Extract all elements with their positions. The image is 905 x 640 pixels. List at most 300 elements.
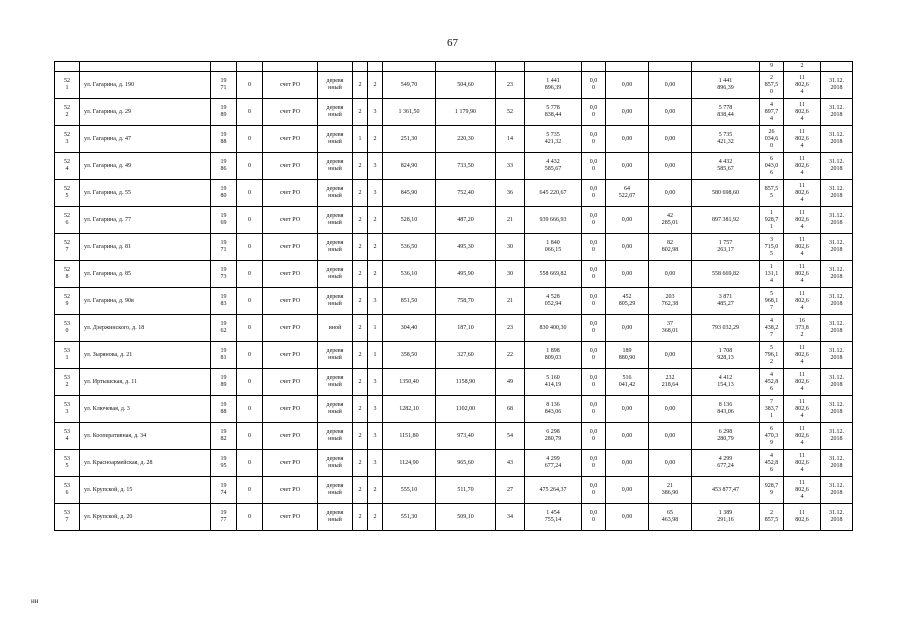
cell-deadline: [821, 288, 853, 315]
address-text: ул. Гагарина, д. 77: [84, 216, 131, 223]
living-area-text: 509,10: [457, 513, 474, 520]
floors-text: 2: [358, 297, 362, 304]
top-cell-cost-per-m2: 9: [760, 62, 784, 72]
cell-budget-share: [606, 423, 649, 450]
cell-fund-share: [582, 504, 606, 531]
cost-per-m2-text: 2 857,5 0: [764, 74, 779, 95]
cost-per-m2-text: 4 438,2 7: [764, 317, 779, 338]
cell-deadline: [821, 396, 853, 423]
table-row: [55, 477, 853, 504]
year-built-text: 19 82: [220, 429, 227, 442]
wall-material-text: деревя нный: [326, 348, 344, 361]
total-area-text: 536,10: [400, 270, 418, 277]
table-row: [55, 369, 853, 396]
row-number-text: 53 3: [64, 402, 70, 415]
cell-living-area: [436, 450, 496, 477]
cell-municipal-share: [649, 261, 692, 288]
cell-municipal-share: [649, 342, 692, 369]
cell-fund-share: [582, 450, 606, 477]
cell-owners-share: [692, 153, 760, 180]
cell-zero-flag: [237, 72, 263, 99]
cell-total-cost: [525, 396, 582, 423]
wall-material-text: деревя нный: [326, 132, 344, 145]
wall-material-text: деревя нный: [326, 375, 344, 388]
cell-account-type: [263, 234, 318, 261]
cost-limit-text: 11 802,6 4: [795, 371, 809, 392]
address-text: ул. Дзержинского, д. 18: [84, 324, 145, 331]
cell-address: [80, 315, 211, 342]
budget-share-text: 189 880,90: [618, 348, 636, 361]
cell-floors: [353, 423, 368, 450]
wall-material-text: деревя нный: [326, 429, 344, 442]
cell-cost-per-m2: [760, 504, 784, 531]
zero-flag-text: 0: [248, 432, 251, 439]
cell-total-area: [383, 423, 436, 450]
cell-wall-material: [318, 423, 353, 450]
cell-owners-share: [692, 369, 760, 396]
cell-municipal-share: [649, 423, 692, 450]
cell-entrances: [368, 207, 383, 234]
cell-cost-per-m2: [760, 477, 784, 504]
cell-owners-share: [692, 477, 760, 504]
cell-floors: [353, 504, 368, 531]
cell-row-number: [55, 180, 80, 207]
address-text: ул. Крупской, д. 15: [84, 486, 133, 493]
living-area-text: 752,40: [457, 189, 474, 196]
cell-entrances: [368, 369, 383, 396]
cell-fund-share: [582, 288, 606, 315]
cost-limit-text: 11 802,6: [795, 510, 809, 523]
cell-budget-share: [606, 234, 649, 261]
cell-year-built: [211, 504, 237, 531]
cell-municipal-share: [649, 180, 692, 207]
cost-limit-text: 11 802,6 4: [795, 101, 809, 122]
cell-cost-per-m2: [760, 342, 784, 369]
cell-wall-material: [318, 153, 353, 180]
deadline-text: 31.12. 2018: [829, 429, 844, 442]
cell-floors: [353, 153, 368, 180]
cell-living-area: [436, 369, 496, 396]
cell-total-area: [383, 99, 436, 126]
owners-share-text: 897 381,92: [712, 216, 739, 223]
budget-share-text: 0,00: [621, 135, 633, 142]
cell-entrances: [368, 234, 383, 261]
entrances-text: 3: [373, 297, 377, 304]
owners-share-text: 4 432 585,67: [717, 159, 734, 172]
row-number-text: 52 2: [64, 105, 70, 118]
cell-year-built: [211, 342, 237, 369]
total-area-text: 549,70: [400, 81, 418, 88]
cell-residents: [496, 261, 525, 288]
cell-zero-flag: [237, 477, 263, 504]
table-row: [55, 99, 853, 126]
wall-material-text: деревя нный: [326, 186, 344, 199]
living-area-text: 495,90: [457, 270, 474, 277]
living-area-text: 965,60: [457, 459, 474, 466]
table-row: [55, 315, 853, 342]
fund-share-text: 0,0 0: [589, 159, 598, 172]
account-type-text: счет РО: [279, 216, 301, 223]
total-area-text: 304,40: [400, 324, 418, 331]
cell-floors: [353, 180, 368, 207]
cell-total-area: [383, 153, 436, 180]
total-cost-text: 1 441 896,39: [544, 78, 562, 91]
cell-entrances: [368, 423, 383, 450]
living-area-text: 504,60: [457, 81, 474, 88]
cell-year-built: [211, 180, 237, 207]
zero-flag-text: 0: [248, 270, 251, 277]
cell-row-number: [55, 342, 80, 369]
cell-owners-share: [692, 126, 760, 153]
cell-zero-flag: [237, 450, 263, 477]
address-text: ул. Ключевая, д. 3: [84, 405, 130, 412]
table-row: [55, 180, 853, 207]
cell-address: [80, 423, 211, 450]
year-built-text: 19 77: [220, 510, 227, 523]
owners-share-text: 453 877,47: [712, 486, 739, 493]
year-built-text: 19 80: [220, 186, 227, 199]
total-cost-text: 4 432 585,67: [544, 159, 562, 172]
cost-limit-text: 11 802,6 4: [795, 209, 809, 230]
cell-row-number: [55, 477, 80, 504]
owners-share-text: 1 708 928,13: [717, 348, 734, 361]
entrances-text: 2: [373, 243, 377, 250]
cell-wall-material: [318, 342, 353, 369]
row-number-text: 52 4: [64, 159, 70, 172]
table-row: [55, 207, 853, 234]
cell-row-number: [55, 72, 80, 99]
wall-material-text: деревя нный: [326, 267, 344, 280]
cell-residents: [496, 99, 525, 126]
residents-text: 23: [507, 81, 513, 88]
cost-per-m2-text: 5 968,1 7: [764, 290, 779, 311]
address-text: ул. Гагарина, д. 90в: [84, 297, 134, 304]
cost-per-m2-text: 3 715,0 5: [764, 236, 779, 257]
budget-share-text: 64 522,07: [618, 186, 636, 199]
budget-share-text: 0,00: [621, 486, 633, 493]
cell-floors: [353, 99, 368, 126]
cell-owners-share: [692, 234, 760, 261]
total-area-text: 845,90: [400, 189, 418, 196]
total-area-text: 528,10: [400, 216, 418, 223]
cell-fund-share: [582, 342, 606, 369]
cell-residents: [496, 369, 525, 396]
municipal-share-text: 0,00: [664, 81, 676, 88]
cost-per-m2-text: 5 796,1 2: [764, 344, 779, 365]
cell-row-number: [55, 450, 80, 477]
cost-limit-text: 11 802,6 4: [795, 236, 809, 257]
cell-residents: [496, 126, 525, 153]
fund-share-text: 0,0 0: [589, 510, 598, 523]
cell-total-cost: [525, 369, 582, 396]
zero-flag-text: 0: [248, 81, 251, 88]
residents-text: 36: [507, 189, 513, 196]
address-text: ул. Иртышская, д. 11: [84, 378, 137, 385]
cell-wall-material: [318, 477, 353, 504]
wall-material-text: иной: [328, 324, 342, 331]
table-row: [55, 396, 853, 423]
cell-year-built: [211, 396, 237, 423]
address-text: ул. Кооперативная, д. 34: [84, 432, 147, 439]
municipal-share-text: 0,00: [664, 108, 676, 115]
cell-owners-share: [692, 396, 760, 423]
cell-residents: [496, 153, 525, 180]
fund-share-text: 0,0 0: [589, 213, 598, 226]
cell-zero-flag: [237, 342, 263, 369]
municipal-share-text: 0,00: [664, 459, 676, 466]
cell-year-built: [211, 261, 237, 288]
cell-municipal-share: [649, 99, 692, 126]
cell-budget-share: [606, 450, 649, 477]
fund-share-text: 0,0 0: [589, 429, 598, 442]
cell-living-area: [436, 153, 496, 180]
cell-total-area: [383, 207, 436, 234]
cell-fund-share: [582, 396, 606, 423]
cost-limit-text: 11 802,6 4: [795, 182, 809, 203]
cell-municipal-share: [649, 288, 692, 315]
account-type-text: счет РО: [279, 108, 301, 115]
floors-text: 2: [358, 513, 362, 520]
cell-wall-material: [318, 450, 353, 477]
owners-share-text: 3 871 485,27: [717, 294, 734, 307]
cell-entrances: [368, 153, 383, 180]
deadline-text: 31.12. 2018: [829, 294, 844, 307]
table-top-row: [55, 62, 853, 72]
living-area-text: 220,30: [457, 135, 474, 142]
cell-zero-flag: [237, 99, 263, 126]
wall-material-text: деревя нный: [326, 240, 344, 253]
cell-zero-flag: [237, 234, 263, 261]
cell-zero-flag: [237, 126, 263, 153]
cell-deadline: [821, 72, 853, 99]
cell-deadline: [821, 342, 853, 369]
cost-per-m2-text: 857,5 5: [764, 186, 779, 199]
cell-cost-per-m2: [760, 72, 784, 99]
cost-per-m2-text: 6 470,3 9: [764, 425, 779, 446]
cell-living-area: [436, 423, 496, 450]
total-cost-text: 5 778 838,44: [544, 105, 562, 118]
floors-text: 2: [358, 243, 362, 250]
floors-text: 2: [358, 324, 362, 331]
residents-text: 30: [507, 243, 513, 250]
cell-zero-flag: [237, 315, 263, 342]
cell-living-area: [436, 342, 496, 369]
budget-share-text: 0,00: [621, 513, 633, 520]
cell-entrances: [368, 450, 383, 477]
year-built-text: 19 81: [220, 348, 227, 361]
cell-account-type: [263, 504, 318, 531]
cell-account-type: [263, 450, 318, 477]
cell-entrances: [368, 126, 383, 153]
cell-year-built: [211, 369, 237, 396]
municipal-share-text: 232 218,64: [661, 375, 679, 388]
budget-share-text: 0,00: [621, 216, 633, 223]
account-type-text: счет РО: [279, 189, 301, 196]
year-built-text: 19 74: [220, 483, 227, 496]
cell-cost-per-m2: [760, 153, 784, 180]
cell-floors: [353, 315, 368, 342]
municipal-share-text: 65 463,98: [661, 510, 679, 523]
cell-budget-share: [606, 315, 649, 342]
cell-cost-limit: [784, 153, 821, 180]
cell-living-area: [436, 396, 496, 423]
residents-text: 30: [507, 270, 513, 277]
living-area-text: 1102,00: [455, 405, 476, 412]
floors-text: 2: [358, 432, 362, 439]
cell-year-built: [211, 207, 237, 234]
zero-flag-text: 0: [248, 297, 251, 304]
living-area-text: 733,50: [457, 162, 474, 169]
cell-account-type: [263, 99, 318, 126]
budget-share-text: 0,00: [621, 432, 633, 439]
cell-year-built: [211, 288, 237, 315]
table-row: [55, 261, 853, 288]
total-area-text: 251,30: [400, 135, 418, 142]
cell-address: [80, 207, 211, 234]
cell-total-cost: [525, 261, 582, 288]
cell-account-type: [263, 396, 318, 423]
budget-share-text: 0,00: [621, 81, 633, 88]
row-number-text: 53 7: [64, 510, 70, 523]
cell-total-area: [383, 180, 436, 207]
row-number-text: 53 0: [64, 321, 70, 334]
cell-budget-share: [606, 342, 649, 369]
cell-budget-share: [606, 126, 649, 153]
cell-wall-material: [318, 504, 353, 531]
municipal-share-text: 203 762,38: [661, 294, 679, 307]
cell-entrances: [368, 504, 383, 531]
cell-cost-per-m2: [760, 234, 784, 261]
cell-cost-limit: [784, 477, 821, 504]
cost-per-m2-text: 1 928,7 1: [764, 209, 779, 230]
deadline-text: 31.12. 2018: [829, 240, 844, 253]
residents-text: 34: [507, 513, 513, 520]
cell-cost-limit: [784, 450, 821, 477]
total-cost-text: 4 299 677,24: [544, 456, 562, 469]
entrances-text: 3: [373, 162, 377, 169]
deadline-text: 31.12. 2018: [829, 78, 844, 91]
cell-row-number: [55, 153, 80, 180]
total-area-text: 1350,40: [399, 378, 419, 385]
cell-floors: [353, 396, 368, 423]
cell-zero-flag: [237, 207, 263, 234]
footer-mark: нн: [31, 597, 39, 605]
table-row: [55, 504, 853, 531]
cell-wall-material: [318, 72, 353, 99]
cell-year-built: [211, 423, 237, 450]
living-area-text: 973,40: [457, 432, 474, 439]
zero-flag-text: 0: [248, 324, 251, 331]
cost-per-m2-text: 6 043,0 6: [764, 155, 779, 176]
floors-text: 2: [358, 486, 362, 493]
cell-deadline: [821, 423, 853, 450]
cell-account-type: [263, 72, 318, 99]
total-area-text: 1282,10: [399, 405, 419, 412]
total-cost-text: 1 840 066,15: [544, 240, 562, 253]
deadline-text: 31.12. 2018: [829, 267, 844, 280]
cell-residents: [496, 288, 525, 315]
living-area-text: 511,70: [457, 486, 474, 493]
living-area-text: 1158,90: [455, 378, 476, 385]
budget-share-text: 452 805,29: [618, 294, 636, 307]
owners-share-text: 8 136 843,06: [717, 402, 734, 415]
cell-floors: [353, 261, 368, 288]
wall-material-text: деревя нный: [326, 213, 344, 226]
cell-zero-flag: [237, 180, 263, 207]
row-number-text: 53 4: [64, 429, 70, 442]
cell-wall-material: [318, 396, 353, 423]
entrances-text: 1: [373, 324, 377, 331]
fund-share-text: 0,0 0: [589, 105, 598, 118]
cell-floors: [353, 450, 368, 477]
table-row: [55, 126, 853, 153]
account-type-text: счет РО: [279, 162, 301, 169]
cell-living-area: [436, 126, 496, 153]
cell-municipal-share: [649, 477, 692, 504]
zero-flag-text: 0: [248, 351, 251, 358]
cell-wall-material: [318, 234, 353, 261]
floors-text: 2: [358, 216, 362, 223]
cell-budget-share: [606, 261, 649, 288]
entrances-text: 3: [373, 459, 377, 466]
cell-municipal-share: [649, 396, 692, 423]
address-text: ул. Гагарина, д. 55: [84, 189, 131, 196]
address-text: ул. Гагарина, д. 29: [84, 108, 131, 115]
cell-floors: [353, 288, 368, 315]
page-number: 67: [447, 37, 458, 49]
cell-total-cost: [525, 207, 582, 234]
living-area-text: 327,60: [457, 351, 474, 358]
cell-row-number: [55, 369, 80, 396]
cell-total-area: [383, 261, 436, 288]
cost-limit-text: 11 802,6 4: [795, 479, 809, 500]
cell-address: [80, 504, 211, 531]
table-row: [55, 423, 853, 450]
residents-text: 49: [507, 378, 513, 385]
table-row: [55, 450, 853, 477]
zero-flag-text: 0: [248, 189, 251, 196]
owners-share-text: 1 389 291,16: [717, 510, 734, 523]
total-cost-text: 5 735 421,32: [544, 132, 562, 145]
residents-text: 21: [507, 297, 513, 304]
owners-share-text: 1 441 896,39: [717, 78, 734, 91]
deadline-text: 31.12. 2018: [829, 186, 844, 199]
cell-total-area: [383, 369, 436, 396]
row-number-text: 53 6: [64, 483, 70, 496]
cell-residents: [496, 504, 525, 531]
cell-floors: [353, 342, 368, 369]
fund-share-text: 0,0 0: [589, 240, 598, 253]
table-row: [55, 234, 853, 261]
floors-text: 2: [358, 270, 362, 277]
row-number-text: 52 7: [64, 240, 70, 253]
deadline-text: 31.12. 2018: [829, 456, 844, 469]
cell-residents: [496, 423, 525, 450]
cell-fund-share: [582, 207, 606, 234]
cell-row-number: [55, 207, 80, 234]
row-number-text: 52 3: [64, 132, 70, 145]
cell-entrances: [368, 342, 383, 369]
fund-share-text: 0,0 0: [589, 78, 598, 91]
cell-municipal-share: [649, 207, 692, 234]
row-number-text: 52 5: [64, 186, 70, 199]
municipal-share-text: 0,00: [664, 162, 676, 169]
total-cost-text: 1 454 755,14: [544, 510, 562, 523]
cell-row-number: [55, 288, 80, 315]
table-body: [55, 62, 853, 531]
cell-municipal-share: [649, 153, 692, 180]
cell-cost-per-m2: [760, 126, 784, 153]
